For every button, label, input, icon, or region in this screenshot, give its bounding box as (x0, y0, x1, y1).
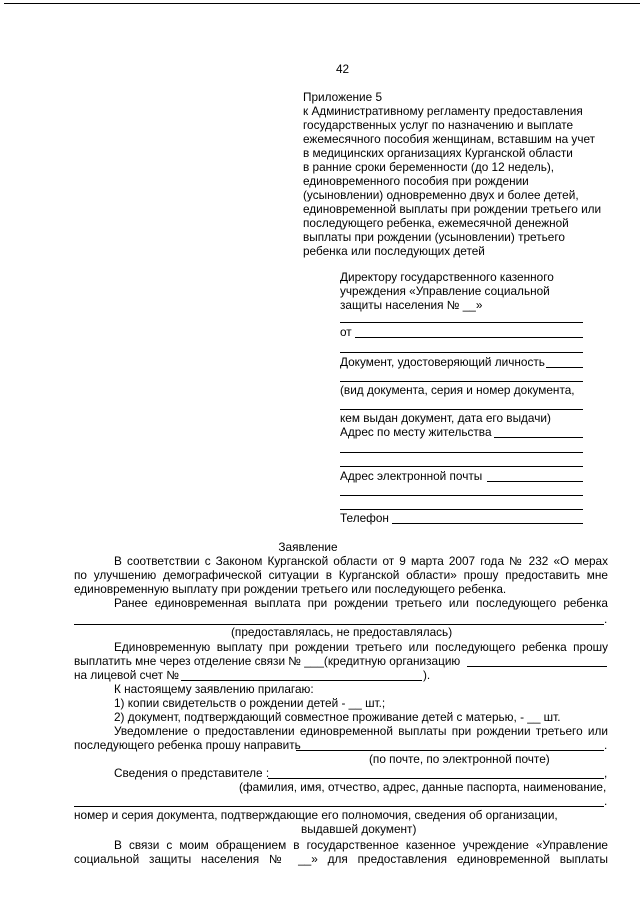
statement-text: на лицевой счет № (74, 668, 179, 682)
address-label: Адрес по месту жительства (340, 425, 492, 439)
addressee-line: Директору государственного казенного (340, 270, 554, 284)
addressee-line: защиты населения № __» (340, 298, 483, 312)
period-mark: . (604, 612, 608, 626)
representative-hint: номер и серия документа, подтверждающие его полномочия, сведения об организации, (74, 808, 558, 822)
appendix-line: в ранние сроки беременности (до 12 недель), (303, 160, 555, 174)
id-doc-field-2[interactable] (340, 409, 583, 410)
statement-text: В соответствии с Законом Курганской области от 9 марта 2007 года № 232 «О мерах (114, 554, 608, 568)
address-field[interactable] (494, 437, 583, 438)
phone-field[interactable] (392, 523, 583, 524)
id-doc-field-extra[interactable] (340, 381, 583, 382)
representative-field-2[interactable] (74, 806, 604, 807)
addressee-line: учреждения «Управление социальной (340, 284, 550, 298)
from-label: от (340, 325, 352, 339)
representative-hint: (фамилия, имя, отчество, адрес, данные паспорта, наименование, (239, 780, 607, 794)
notification-method-field[interactable] (296, 750, 604, 751)
email-field-extra[interactable] (340, 495, 583, 496)
period-mark: . (604, 794, 608, 808)
appendix-line: последующего ребенка, ежемесячной денежной (303, 216, 569, 230)
page-number: 42 (336, 62, 350, 76)
email-label: Адрес электронной почты (340, 469, 483, 483)
id-doc-label: Документ, удостоверяющий личность (340, 355, 545, 369)
statement-title: Заявление (278, 540, 338, 554)
appendix-line: ребенка или последующих детей (303, 244, 485, 258)
representative-hint: выдавшей документ) (301, 822, 417, 836)
appendix-line: единовременного пособия при рождении (303, 174, 529, 188)
period-mark: . (604, 738, 608, 752)
representative-label: Сведения о представителе : (114, 766, 270, 780)
from-field-extra[interactable] (340, 352, 583, 353)
appendix-line: государственных услуг по назначению и выплате (303, 118, 574, 132)
attachment-item: 1) копии свидетельств о рождении детей - __ шт.; (114, 696, 386, 710)
top-rule (4, 3, 640, 4)
statement-text: единовременную выплату при рождении третьего или последующего ребенка. (74, 582, 507, 596)
account-number-field[interactable] (181, 680, 422, 681)
statement-text: выплатить мне через отделение связи № ___(кредитную организацию (74, 654, 461, 668)
email-field-extra[interactable] (340, 509, 583, 510)
appendix-line: единовременной выплаты при рождении третьего или (303, 202, 602, 216)
appendix-line: выплаты при рождении (усыновлении) третьего (303, 230, 565, 244)
statement-text: Ранее единовременная выплата при рождении третьего или последующего ребенка (114, 596, 608, 610)
appendix-line: ежемесячного пособия женщинам, вставшим на учет (303, 132, 596, 146)
comma-mark: , (604, 766, 608, 780)
appendix-line: в медицинских организациях Курганской области (303, 146, 573, 160)
attachment-item: 2) документ, подтверждающий совместное проживание детей с матерью, - __ шт. (114, 710, 561, 724)
appendix-line: к Административному регламенту предоставления (303, 104, 583, 118)
address-field-extra[interactable] (340, 452, 583, 453)
name-field-line[interactable] (340, 322, 583, 323)
email-field[interactable] (487, 481, 583, 482)
id-doc-field[interactable] (546, 367, 583, 368)
credit-org-field[interactable] (467, 666, 607, 667)
id-doc-hint: (вид документа, серия и номер документа, (340, 383, 575, 397)
from-field[interactable] (355, 337, 583, 338)
statement-text: социальной защиты населения № __» для предоставления единовременной выплаты (74, 852, 608, 866)
appendix-title: Приложение 5 (303, 90, 383, 104)
statement-text: Единовременную выплату при рождении третьего или последующего ребенка прошу (114, 640, 608, 654)
address-field-extra[interactable] (340, 466, 583, 467)
representative-field[interactable] (268, 778, 604, 779)
statement-text: по улучшению демографической ситуации в Курганской области» прошу предоставить мне (74, 568, 608, 582)
statement-text: К настоящему заявлению прилагаю: (114, 682, 314, 696)
phone-label: Телефон (340, 511, 389, 525)
appendix-line: (усыновлении) одновременно двух и более детей, (303, 188, 579, 202)
id-doc-hint: кем выдан документ, дата его выдачи) (340, 411, 551, 425)
notification-method-hint: (по почте, по электронной почте) (369, 752, 550, 766)
previous-payment-hint: (предоставлялась, не предоставлялась) (231, 625, 453, 639)
statement-text: Уведомление о предоставлении единовременной выплаты при рождении третьего или (114, 724, 608, 738)
closing-paren: ). (423, 668, 431, 682)
statement-text: В связи с моим обращением в государственное казенное учреждение «Управление (114, 838, 608, 852)
statement-text: последующего ребенка прошу направить (74, 738, 301, 752)
